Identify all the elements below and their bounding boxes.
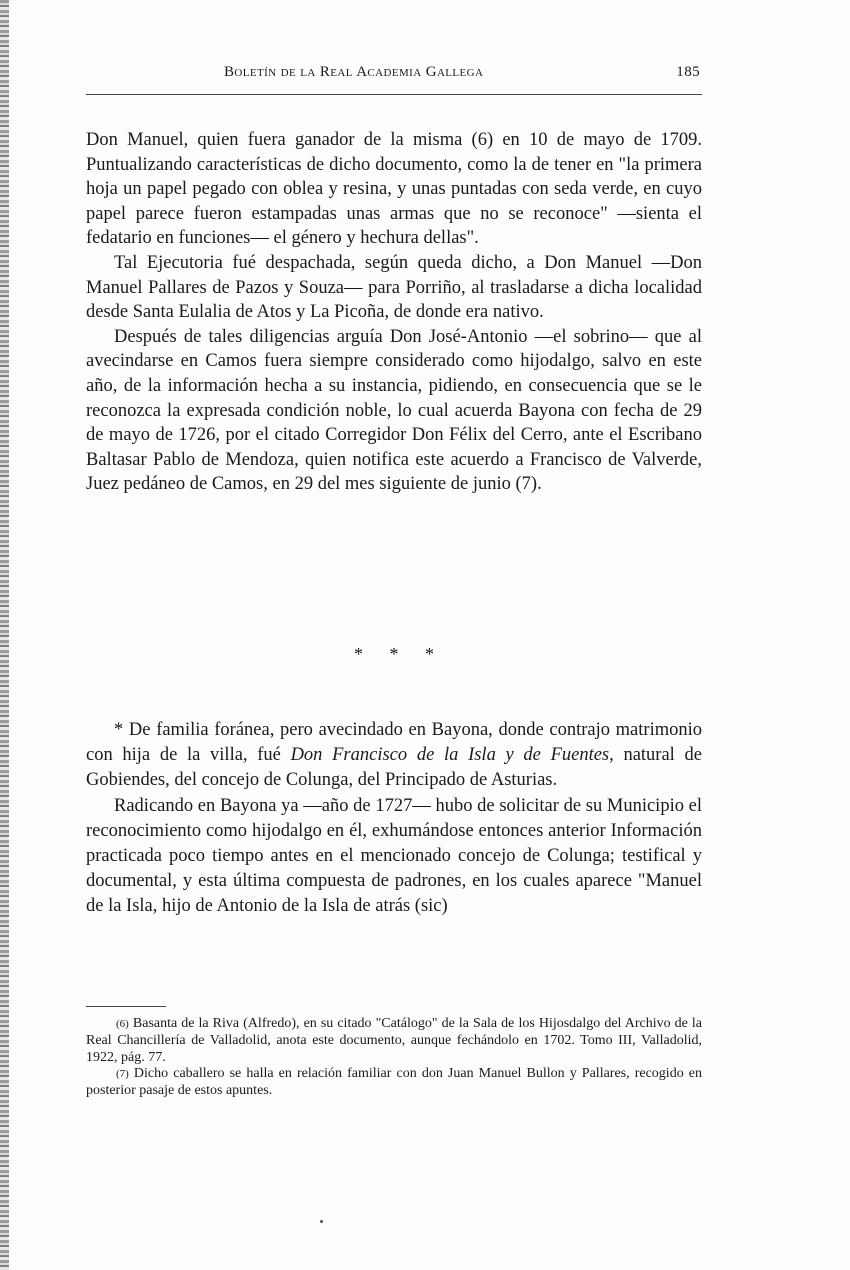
print-speck — [320, 1220, 323, 1223]
paragraph-3: Después de tales diligencias arguía Don José-Antonio —el sobrino— que al avecindarse en Camos fuera siempre considerado como hijodalgo, salvo en este año, de la información hecha a su instancia, pidiendo, en consecuencia que se le reconozca la expresada condición noble, lo cual acuerda Bayona con fecha de 29 de mayo de 1726, por el citado Corregidor Don Félix del Cerro, ante el Escribano Baltasar Pablo de Mendoza, quien notifica este acuerdo a Francisco de Valverde, Juez pedáneo de Camos, en 29 del mes siguiente de junio (7). — [86, 326, 702, 495]
footnote-7-marker: (7) — [116, 1068, 129, 1081]
footnote-7-text: Dicho caballero se halla en relación familiar con don Juan Manuel Bullon y Pallares, recogido en posterior pasaje de estos apuntes. — [86, 1066, 702, 1099]
paragraph-2: Tal Ejecutoria fué despachada, según queda dicho, a Don Manuel —Don Manuel Pallares de Pazos y Souza— para Porriño, al trasladarse a dicha localidad desde Santa Eulalia de Atos y La Picoña, de donde era nativo. — [86, 252, 702, 323]
paragraph-4-end: natural de Gobiendes, del concejo de Colunga, del Principado de Asturias. — [86, 745, 702, 791]
paragraph-5: Radicando en Bayona ya —año de 1727— hubo de solicitar de su Municipio el reconocimiento como hijodalgo en él, exhumándose entonces anterior Información practicada poco tiempo antes en el mencionado concejo de Colunga; testifical y documental, y esta última compuesta de padrones, en los cuales aparece "Manuel de la Isla, hijo de Antonio de la Isla de atrás (sic) — [86, 795, 702, 917]
header-rule — [86, 94, 702, 95]
journal-title: Boletín de la Real Academia Gallega — [224, 64, 484, 80]
paragraph-4 — [86, 718, 702, 794]
paragraph-4-start: * De familia foránea, pero avecindado en Bayona, donde contrajo matrimonio con hija de la villa, fué — [86, 720, 702, 766]
section-separator: * * * — [354, 644, 434, 664]
section-2-text — [86, 718, 702, 920]
footnote-7 — [86, 1066, 702, 1100]
footnote-6-marker: (6) — [116, 1018, 129, 1030]
scan-edge — [0, 0, 9, 1270]
footnotes — [86, 1016, 702, 1100]
page-number: 185 — [676, 64, 700, 80]
main-text — [86, 128, 702, 497]
footnote-6 — [86, 1016, 702, 1066]
footnote-rule — [86, 1006, 166, 1007]
paragraph-1: Don Manuel, quien fuera ganador de la misma (6) en 10 de mayo de 1709. Puntualizando características de dicho documento, como la de tener en "la primera hoja un papel pegado con oblea y resina, y unas puntadas con seda verde, en cuyo papel parece fueron estampadas unas armas que no se reconoce" —sienta el fedatario en funciones— el género y hechura dellas". — [86, 130, 702, 249]
footnote-6-text: Basanta de la Riva (Alfredo), en su citado "Catálogo" de la Sala de los Hijosdalgo del Archivo de la Real Chancillería de Valladolid, anota este documento, aunque fechándolo en 1702. Tomo III, Valladolid, 1922, pág. 77. — [86, 1016, 702, 1065]
person-name: Don Francisco de la Isla y de Fuentes, — [290, 745, 614, 766]
running-header — [86, 64, 702, 88]
